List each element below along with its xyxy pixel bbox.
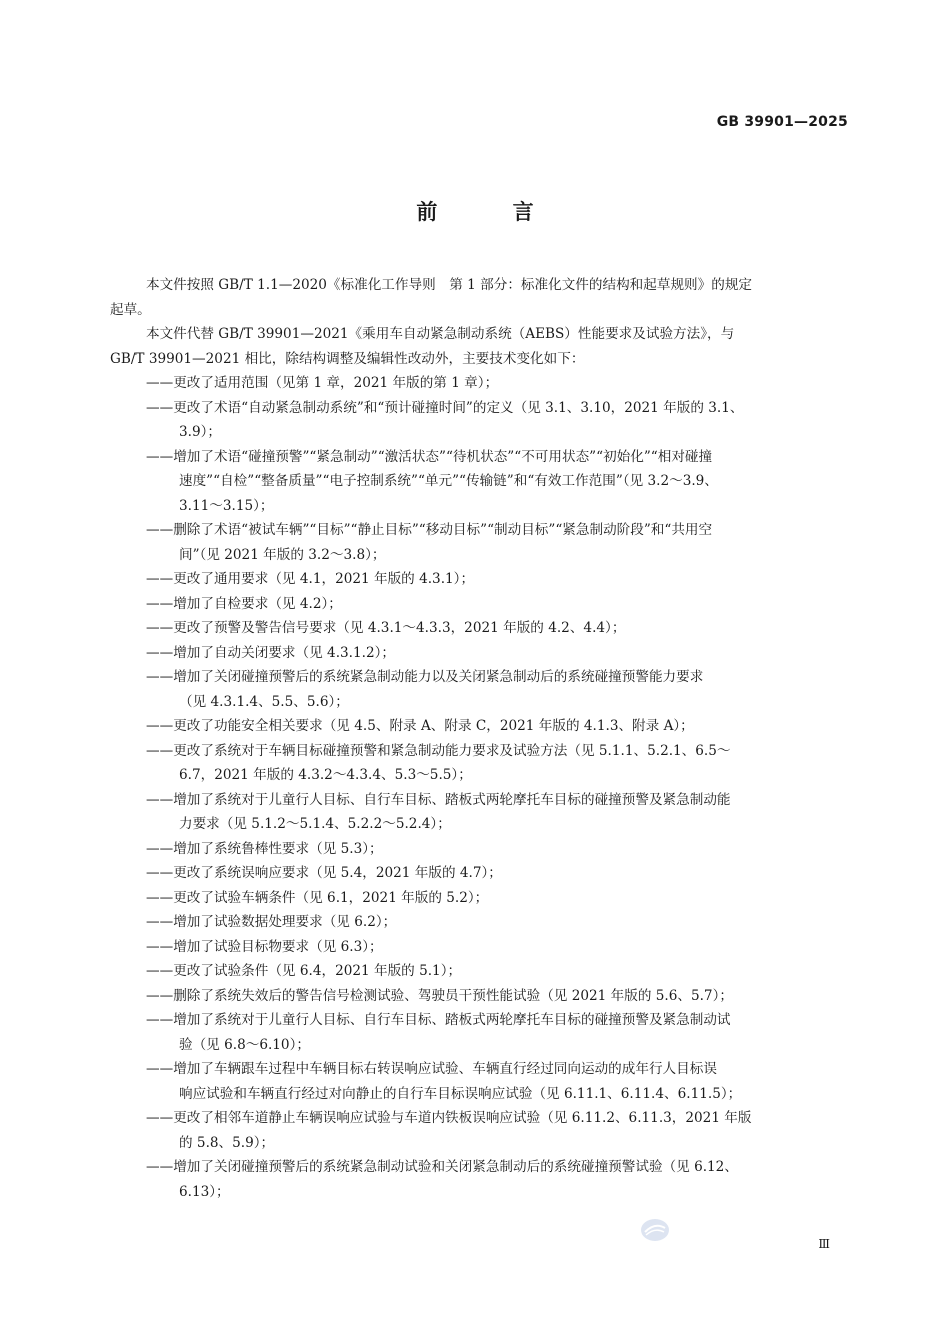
list-item-line: ——增加了自检要求（见 4.2）； [146,595,342,612]
list-item-line: ——更改了功能安全相关要求（见 4.5、附录 A、附录 C，2021 年版的 4.1.3、附录 A）； [146,718,694,734]
list-item [146,739,852,788]
list-item-line: ——增加了关闭碰撞预警后的系统紧急制动试验和关闭紧急制动后的系统碰撞预警试验（见 6.12、 [146,1159,738,1175]
document-body [110,273,852,1204]
list-item [146,1106,852,1155]
list-item-line: 6.7，2021 年版的 4.3.2～4.3.4、5.3～5.5）； [179,767,472,783]
list-item-line: ——更改了系统误响应要求（见 5.4，2021 年版的 4.7）； [146,865,502,881]
list-item-line: ——更改了系统对于车辆目标碰撞预警和紧急制动能力要求及试验方法（见 5.1.1、5.2.1、6.5～ [146,742,731,759]
paragraph-line: 起草。 [110,301,151,318]
list-item-line: 间”（见 2021 年版的 3.2～3.8）； [179,546,386,563]
list-item-line: 响应试验和车辆直行经过对向静止的自行车目标误响应试验（见 6.11.1、6.11.4、6.11.5）； [179,1085,742,1102]
list-item [146,396,852,445]
list-item [146,1008,852,1057]
list-item [146,567,852,592]
list-item-line: 验（见 6.8～6.10）； [179,1036,310,1053]
list-item [146,1155,852,1204]
list-item-line: 的 5.8、5.9）； [179,1134,275,1151]
list-item-line: ——增加了车辆跟车过程中车辆目标右转误响应试验、车辆直行经过同向运动的成年行人目标误 [146,1061,717,1077]
list-item [146,371,852,396]
list-item-line: ——增加了试验目标物要求（见 6.3）； [146,938,383,955]
page-number: Ⅲ [818,1237,830,1251]
list-item-line: ——增加了系统对于儿童行人目标、自行车目标、踏板式两轮摩托车目标的碰撞预警及紧急制动试 [146,1012,731,1028]
list-item-line: 6.13）； [179,1183,230,1200]
list-item [146,445,852,519]
list-item-line: ——更改了相邻车道静止车辆误响应试验与车道内铁板误响应试验（见 6.11.2、6.11.3，2021 年版 [146,1110,752,1126]
paragraph-line: 本文件代替 GB/T 39901—2021《乘用车自动紧急制动系统（AEBS）性能要求及试验方法》，与 [146,326,735,342]
list-item [146,641,852,666]
list-item [146,935,852,960]
intro-paragraph [110,273,852,322]
list-item-line: 力要求（见 5.1.2～5.1.4、5.2.2～5.2.4）； [179,816,451,832]
list-item-line: 3.9）； [179,424,222,440]
list-item [146,518,852,567]
list-item-line: ——更改了试验车辆条件（见 6.1，2021 年版的 5.2）； [146,889,489,906]
list-item [146,837,852,862]
list-item [146,665,852,714]
list-item [146,616,852,641]
page-title: 前 言 [416,200,568,224]
list-item-line: ——删除了系统失效后的警告信号检测试验、驾驶员干预性能试验（见 2021 年版的 5.6、5.7）； [146,987,733,1004]
paragraph-line: GB/T 39901—2021 相比，除结构调整及编辑性改动外，主要技术变化如下： [110,350,585,367]
list-item-line: ——更改了术语“自动紧急制动系统”和“预计碰撞时间”的定义（见 3.1、3.10，2021 年版的 3.1、 [146,399,744,416]
list-item-line: ——删除了术语“被试车辆”“目标”“静止目标”“移动目标”“制动目标”“紧急制动阶段”和“共用空 [146,522,713,538]
list-item-line: 速度”“自检”“整备质量”“电子控制系统”“单元”“传输链”和“有效工作范围”（见 3.2～3.9、 [179,473,718,489]
change-list [146,371,852,1204]
list-item-line: ——增加了试验数据处理要求（见 6.2）； [146,914,397,930]
list-item [146,984,852,1009]
list-item-line: ——增加了系统鲁棒性要求（见 5.3）； [146,840,383,857]
list-item-line: ——更改了通用要求（见 4.1，2021 年版的 4.3.1）； [146,571,475,587]
list-item-line: ——增加了术语“碰撞预警”“紧急制动”“激活状态”“待机状态”“不可用状态”“初始化”“相对碰撞 [146,448,713,465]
sac-logo-icon [640,1218,670,1242]
list-item-line: ——更改了试验条件（见 6.4，2021 年版的 5.1）； [146,963,462,979]
paragraph-line: 本文件按照 GB/T 1.1—2020《标准化工作导则 第 1 部分：标准化文件的结构和起草规则》的规定 [146,277,753,293]
list-item [146,714,852,739]
list-item-line: （见 4.3.1.4、5.5、5.6）； [179,693,349,710]
intro-paragraph [110,322,852,371]
list-item-line: ——更改了预警及警告信号要求（见 4.3.1～4.3.3，2021 年版的 4.2、4.4）； [146,620,626,636]
list-item [146,886,852,911]
list-item [146,592,852,617]
list-item-line: ——增加了自动关闭要求（见 4.3.1.2）； [146,644,395,661]
list-item-line: 3.11～3.15）； [179,497,274,514]
list-item [146,959,852,984]
list-item [146,1057,852,1106]
document-code: GB 39901—2025 [716,114,848,130]
list-item [146,788,852,837]
list-item-line: ——增加了关闭碰撞预警后的系统紧急制动能力以及关闭紧急制动后的系统碰撞预警能力要求 [146,669,704,685]
list-item [146,861,852,886]
list-item [146,910,852,935]
list-item-line: ——增加了系统对于儿童行人目标、自行车目标、踏板式两轮摩托车目标的碰撞预警及紧急制动能 [146,791,731,808]
list-item-line: ——更改了适用范围（见第 1 章，2021 年版的第 1 章）； [146,375,499,391]
